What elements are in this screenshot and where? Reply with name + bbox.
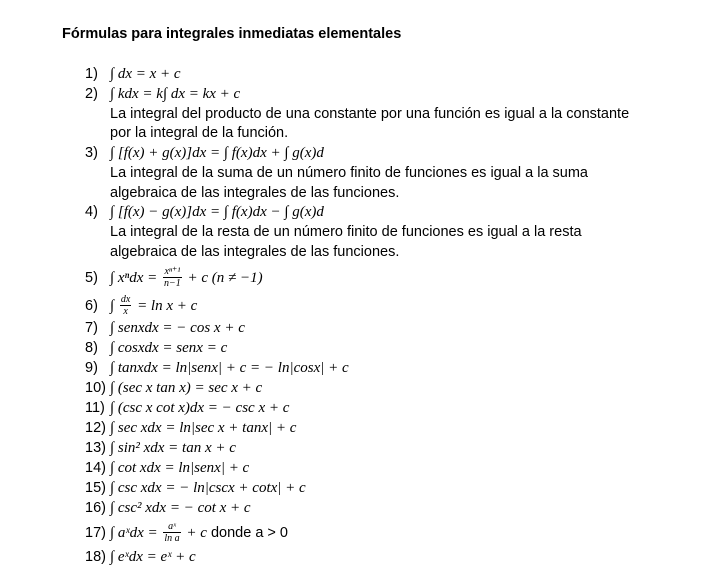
formula-expression: ∫ (csc x cot x)dx = − csc x + c [110, 400, 290, 416]
formula-expression: ∫ $\frac{dx}{x}$ = ln x + c [110, 294, 198, 318]
formula-expression: ∫ tanxdx = ln|senx| + c = − ln|cosx| + c [110, 360, 349, 376]
formula-expression: ∫ [f(x) − g(x)]dx = ∫ f(x)dx − ∫ g(x)d [110, 204, 324, 220]
formula-number: 11) [85, 400, 105, 416]
page-title: Fórmulas para integrales inmediatas elementales [62, 26, 402, 42]
formula-expression: ∫ dx = x + c [110, 66, 181, 82]
formula-expression: ∫ (sec x tan x) = sec x + c [110, 380, 263, 396]
formula-number: 15) [85, 480, 106, 496]
formula-description: por la integral de la función. [110, 125, 289, 141]
formula-expression: ∫ xⁿdx = $\frac{\text{xⁿ⁺¹}}{n-1}$ + c (n ≠ −1) [110, 266, 263, 290]
formula-number: 8) [85, 340, 98, 356]
formula-expression: ∫ cot xdx = ln|senx| + c [110, 460, 250, 476]
formula-expression: ∫ senxdx = − cos x + c [110, 320, 245, 336]
formula-expression: ∫ cosxdx = senx = c [110, 340, 228, 356]
formula-expression: ∫ csc xdx = − ln|cscx + cotx| + c [110, 480, 306, 496]
formula-expression: ∫ eˣdx = eˣ + c [110, 549, 196, 565]
formula-expression: ∫ sec xdx = ln|sec x + tanx| + c [110, 420, 297, 436]
formula-number: 5) [85, 270, 98, 286]
formula-number: 14) [85, 460, 106, 476]
formula-number: 7) [85, 320, 98, 336]
formula-expression: ∫ [f(x) + g(x)]dx = ∫ f(x)dx + ∫ g(x)d [110, 145, 324, 161]
formula-number: 13) [85, 440, 106, 456]
formula-number: 3) [85, 145, 98, 161]
formula-expression: ∫ csc² xdx = − cot x + c [110, 500, 251, 516]
formula-number: 18) [85, 549, 106, 565]
formula-number: 10) [85, 380, 106, 396]
formula-number: 1) [85, 66, 98, 82]
formula-description: La integral de la resta de un número finito de funciones es igual a la resta [110, 224, 582, 240]
formula-description: algebraica de las integrales de las funciones. [110, 185, 400, 201]
formula-number: 6) [85, 298, 98, 314]
formula-number: 16) [85, 500, 106, 516]
formula-number: 12) [85, 420, 106, 436]
formula-description: algebraica de las integrales de las funciones. [110, 244, 400, 260]
formula-expression: ∫ sin² xdx = tan x + c [110, 440, 236, 456]
formula-description: La integral de la suma de un número finito de funciones es igual a la suma [110, 165, 588, 181]
formula-description: La integral del producto de una constante por una función es igual a la constante [110, 106, 630, 122]
formula-number: 4) [85, 204, 98, 220]
formula-number: 9) [85, 360, 98, 376]
formula-number: 2) [85, 86, 98, 102]
formula-number: 17) [85, 525, 106, 541]
formula-expression: ∫ aˣdx = $\frac{\text{aˣ}}{\text{ln a}}$ + c donde a > 0 [110, 521, 288, 545]
formula-expression: ∫ kdx = k∫ dx = kx + c [110, 86, 241, 102]
